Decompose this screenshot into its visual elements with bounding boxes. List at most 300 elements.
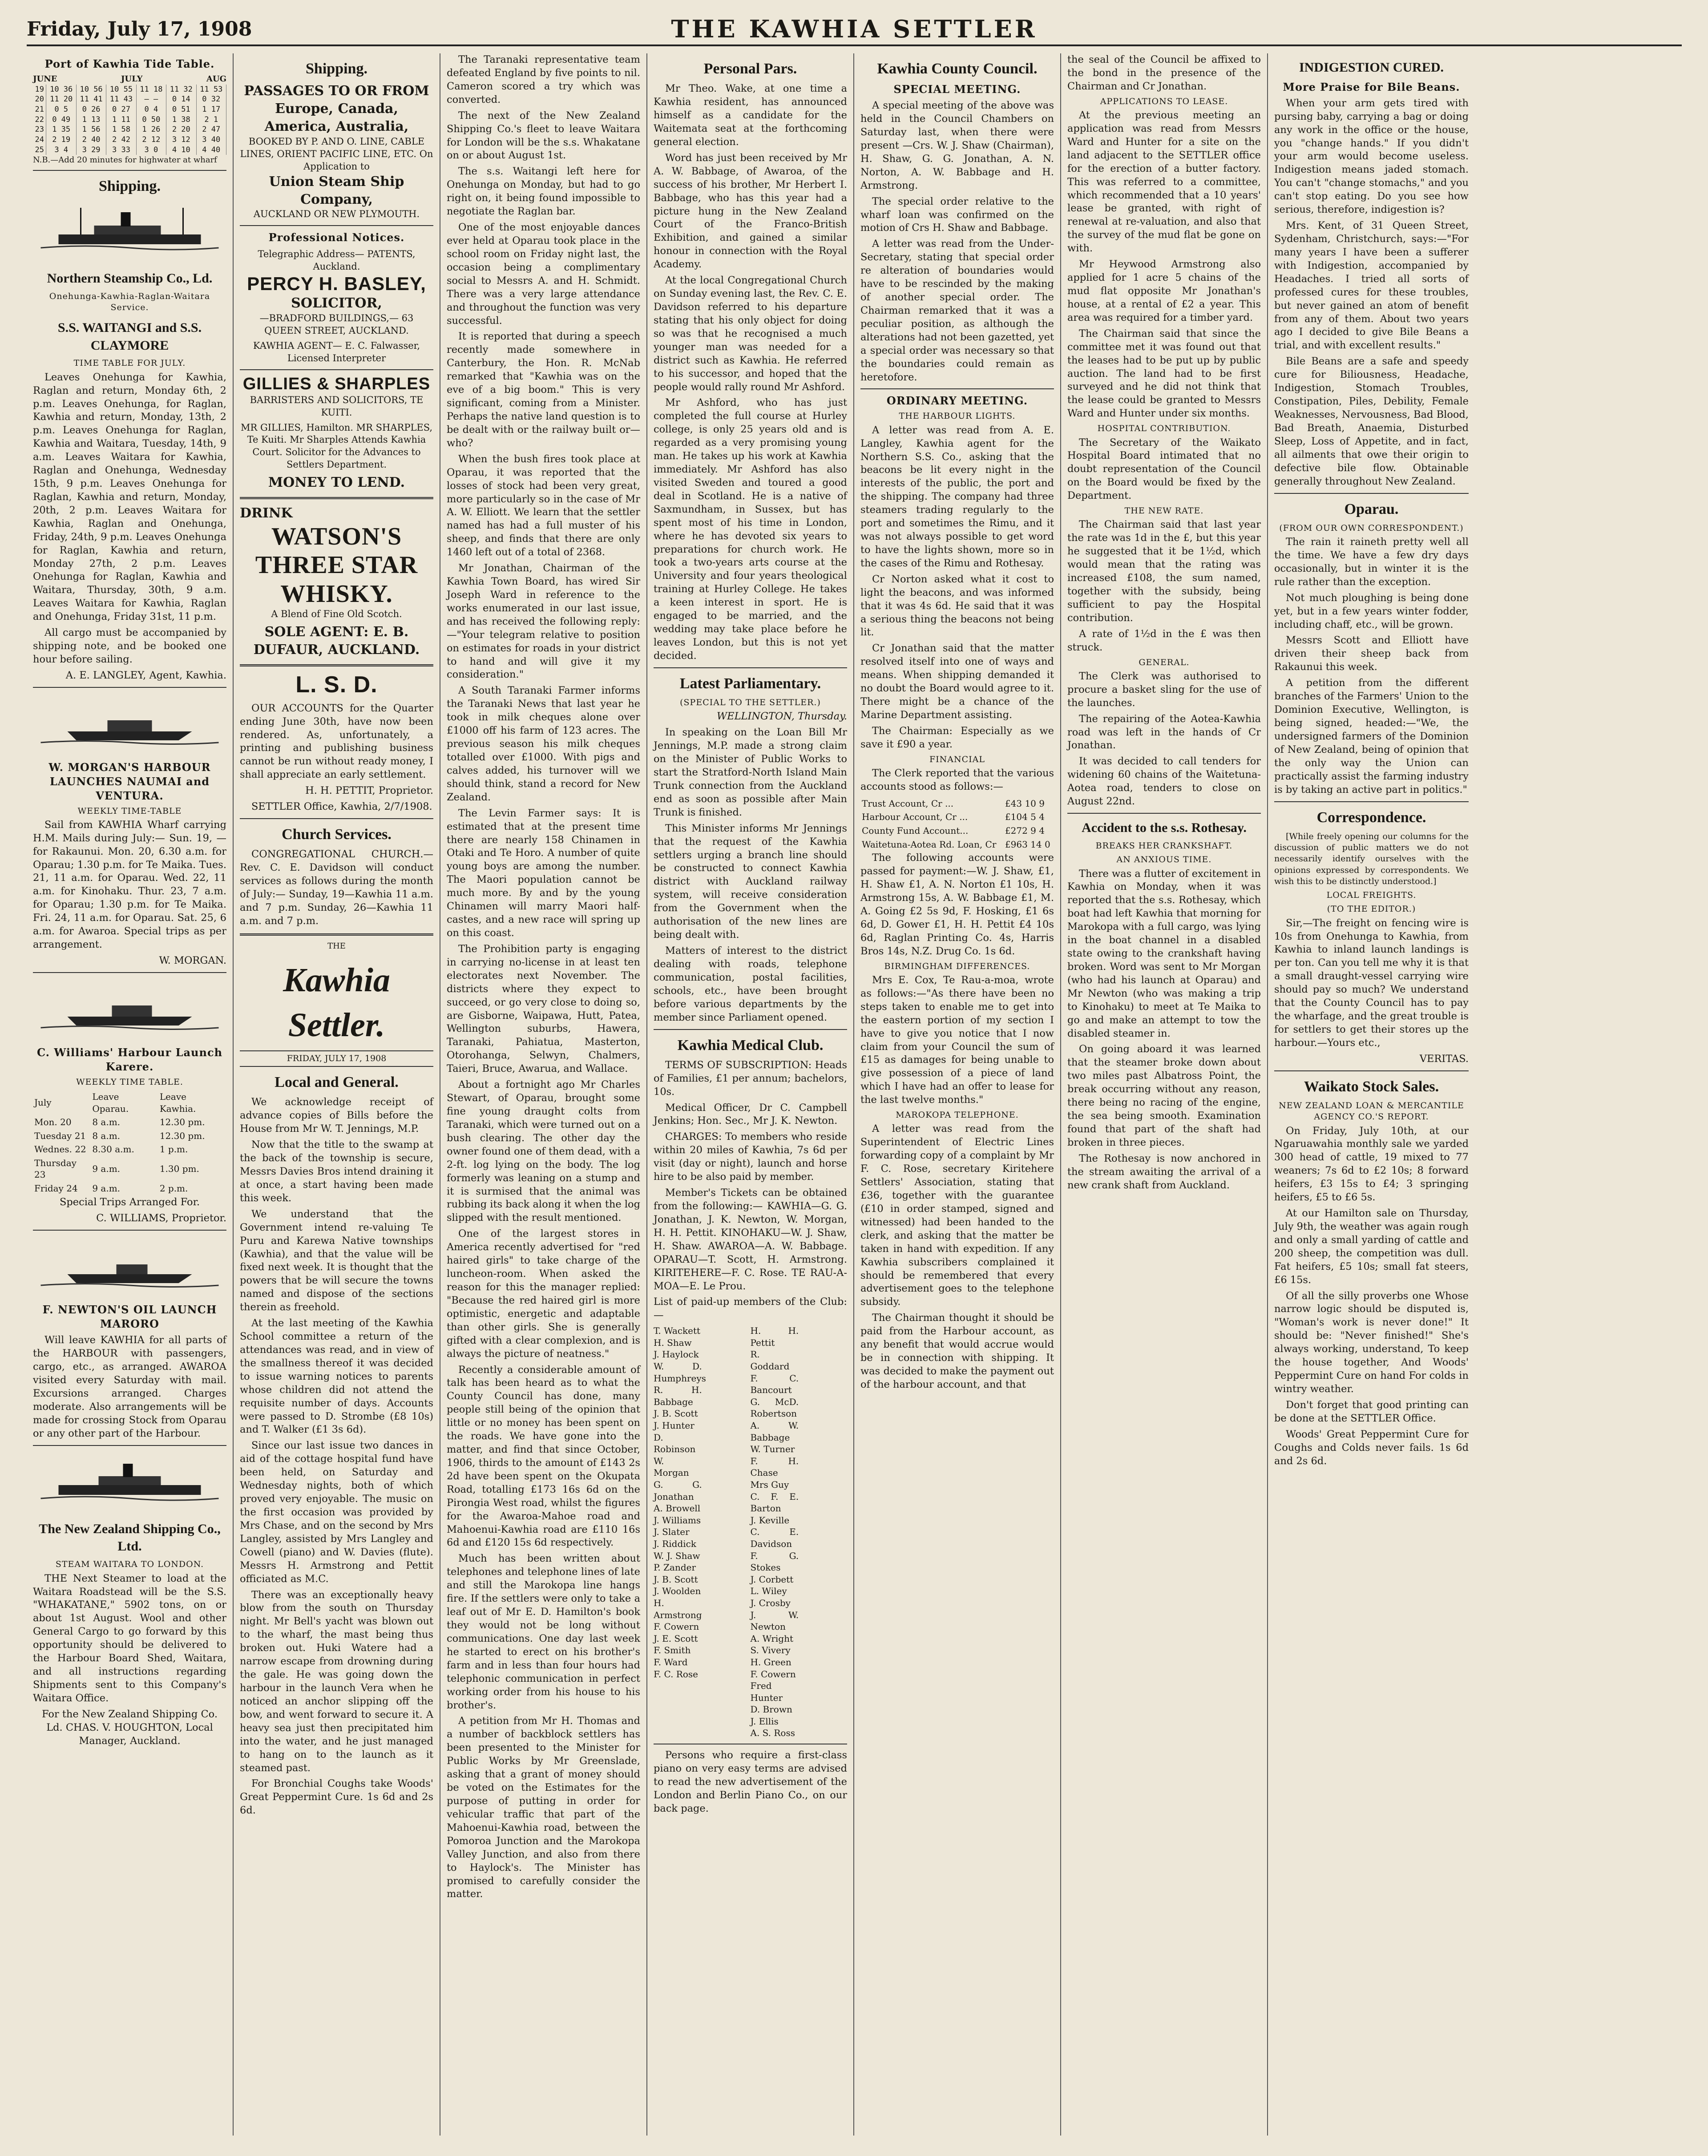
table-cell: Leave Oparau. <box>92 1091 129 1114</box>
church-text: CONGREGATIONAL CHURCH.—Rev. C. E. Davidson will conduct services as follows during the month of July:— Sunday, 19—Kawhia 11 a.m. and 7 p.m. Sunday, 26—Kawhia 11 a.m. and 7 p.m. <box>240 848 433 927</box>
watson-agent: SOLE AGENT: E. B. DUFAUR, AUCKLAND. <box>253 624 420 658</box>
table-cell: 1 p.m. <box>159 1144 188 1155</box>
table-cell: 20 <box>33 94 46 105</box>
council-paragraph: It was decided to call tenders for widening 60 chains of the Waitetuna-Aotea road, tenders to close on August 22nd. <box>1067 755 1261 807</box>
list-item: F. Cowern <box>750 1668 796 1680</box>
list-item: A. Wright <box>750 1633 793 1644</box>
list-item: D. Robinson <box>654 1432 696 1455</box>
oparau-heading: Oparau. <box>1344 501 1399 517</box>
council-paragraph: Mr Heywood Armstrong also applied for 1 acre 5 chains of the mud flat opposite Mr Jonathan's house, at a rental of £2 a year. This area was required for a timber yard. <box>1067 258 1261 323</box>
list-item: F. Smith <box>654 1645 691 1656</box>
table-cell: 1 58 <box>106 125 136 135</box>
ns-ships: S.S. WAITANGI and S.S. CLAYMORE <box>57 320 202 353</box>
list-item: J. Keville <box>750 1514 790 1526</box>
table-cell: 0 50 <box>136 115 166 125</box>
shipping-heading-2: Shipping. <box>306 61 367 77</box>
column-4 <box>647 53 854 2136</box>
list-item: F. H. Chase <box>750 1455 799 1478</box>
list-item: L. Wiley <box>750 1586 787 1597</box>
column-3 <box>440 53 647 2136</box>
launch-icon <box>33 981 226 1034</box>
table-cell: 0 49 <box>46 115 76 125</box>
news-paragraph: Mr Jonathan, Chairman of the Kawhia Town Board, has wired Sir Joseph Ward in reference to the works enumerated in our last issue, and has received the following reply:—"Your telegram relative to position on estimates for roads in your district to hand and will give it my consideration." <box>447 562 640 681</box>
lsd-ad <box>240 672 433 698</box>
tide-row <box>33 115 226 125</box>
council-paragraph: The repairing of the Aotea-Kawhia road was left in the hands of Cr Jonathan. <box>1067 713 1261 751</box>
table-cell: 2 47 <box>196 125 226 135</box>
table-cell: July <box>34 1097 52 1108</box>
table-cell: 0 27 <box>106 105 136 115</box>
tide-months <box>33 74 226 85</box>
table-row <box>34 1090 226 1115</box>
personal-paragraph: Word has just been received by Mr A. W. Babbage, of Awaroa, of the success of his brother, Mr Herbert I. Babbage, who has this year had a picture hung in the New Zealand Court of the Franco-British Exhibition, and gained a similar honour in connection with the Royal Academy. <box>654 152 847 271</box>
bile-beans-text <box>1274 97 1469 489</box>
accident-text <box>1067 868 1261 1192</box>
table-cell: Trust Account, Cr ... <box>862 798 954 809</box>
list-item: F. C. Rose <box>654 1668 698 1680</box>
table-row <box>861 797 1053 810</box>
table-cell: Leave Kawhia. <box>159 1091 196 1114</box>
club-terms: TERMS OF SUBSCRIPTION: Heads of Families, £1 per annum; bachelors, 10s. <box>654 1059 847 1098</box>
club-note: Persons who require a first-class piano on very easy terms are advised to read the new advertisement of the London and Berlin Piano Co., on our back page. <box>654 1749 847 1814</box>
table-cell: 10 56 <box>76 85 106 95</box>
williams-heading: C. Williams' Harbour Launch Karere. <box>36 1046 223 1073</box>
table-row <box>34 1182 226 1195</box>
council-paragraph: A rate of 1½d in the £ was then struck. <box>1067 628 1261 653</box>
lsd-text: OUR ACCOUNTS for the Quarter ending June 30th, have now been rendered. As, unfortunately, a printing and publishing business cannot be run without ready money, I shall appreciate an early settlement. <box>240 702 433 781</box>
table-cell: 9 a.m. <box>92 1183 121 1194</box>
table-cell: 11 32 <box>166 85 196 95</box>
table-cell: 8.30 a.m. <box>92 1144 134 1155</box>
tide-row <box>33 145 226 155</box>
nzs-text: THE Next Steamer to load at the Waitara Roadstead will be the S.S. "WHAKATANE," 5902 tons, on or about 1st August. Wool and other General Cargo to go forward by this opportunity should be delivered to the Harbour Board Shed, Waitara, and all instructions regarding Shipments sent to this Company's Waitara Office. <box>33 1572 226 1704</box>
list-item: J. B. Scott <box>654 1408 698 1419</box>
list-item: J. W. Newton <box>750 1609 799 1632</box>
special-heading: SPECIAL MEETING. <box>893 83 1021 96</box>
table-cell: 1 13 <box>76 115 106 125</box>
parl-sub: (SPECIAL TO THE SETTLER.) <box>680 698 821 708</box>
watson-sub: A Blend of Fine Old Scotch. <box>271 609 402 620</box>
oparau-sub: (FROM OUR OWN CORRESPONDENT.) <box>1279 523 1464 533</box>
council-paragraph: At the previous meeting an application was read from Messrs Ward and Hunter for a site on the land adjacent to the SETTLER office for the erection of a butter factory. This was referred to a committee, which recommended that a 10 years' lease be granted, with right of renewal at re-valuation, and also that the survey of the mud flat be gone on with. <box>1067 109 1261 254</box>
table-cell: 8 a.m. <box>92 1130 121 1141</box>
club-heading: Kawhia Medical Club. <box>677 1037 824 1054</box>
launch-icon <box>33 1239 226 1292</box>
council-paragraph: The Clerk was authorised to procure a basket sling for the use of the launches. <box>1067 670 1261 709</box>
gillies-role: BARRISTERS AND SOLICITORS, TE KUITI. <box>250 394 424 418</box>
accident-paragraph: There was a flutter of excitement in Kawhia on Monday, when it was reported that the s.s. Rothesay, which boat had left Kawhia that morning for Marokopa with a full cargo, was lying in the boat channel in a disabled state owing to the crankshaft having broken. Word was sent to Mr Morgan (who had his launch at Oparau) and Mr Newton (who was making a trip to Kinohaku) to meet at Te Maika to go and make an attempt to tow the disabled steamer in. <box>1067 868 1261 1039</box>
accident-sub-2: AN ANXIOUS TIME. <box>1116 855 1212 865</box>
news-paragraph: One of the most enjoyable dances ever held at Oparau took place in the school room on Friday night last, the occasion being a complimentary social to Messrs A. and H. Schmidt. There was a very large attendance and throughout the function was very successful. <box>447 222 640 327</box>
list-item: F. C. Bancourt <box>750 1373 799 1396</box>
list-item: P. Zander <box>654 1562 696 1573</box>
tide-row <box>33 135 226 145</box>
table-cell: £963 14 0 <box>1005 839 1050 850</box>
correspondence-note: [While freely opening our columns for the discussion of public matters we do not necessarily identify ourselves with the opinions expressed by correspondents. We wish this to be distinctly understood.] <box>1274 831 1469 886</box>
list-item: T. Wackett <box>654 1325 701 1336</box>
list-item: C. F. E. Barton <box>750 1491 799 1514</box>
oparau-paragraph: Not much ploughing is being done yet, but in a few years winter fodder, including chaff, etc., will be grown. <box>1274 592 1469 630</box>
freights-sign: VERITAS. <box>1419 1053 1469 1065</box>
parl-paragraph: Matters of interest to the district dealing with roads, telephone communication, postal facilities, schools, etc., have been brought before various departments by the member since Parliament opened. <box>654 945 847 1023</box>
table-cell: 3 0 <box>136 145 166 155</box>
table-row <box>34 1157 226 1181</box>
table-row <box>861 838 1053 851</box>
table-cell: 11 20 <box>46 94 76 105</box>
newton-heading: F. NEWTON'S OIL LAUNCH MARORO <box>42 1303 217 1331</box>
council-paragraph: A special meeting of the above was held in the Council Chambers on Saturday last, when there were present —Crs. W. J. Shaw (Chairman), H. Shaw, G. G. Jonathan, A. N. Norton, A. W. Babbage and H. Armstrong. <box>860 100 1054 191</box>
lsd-title: L. S. D. <box>295 671 378 698</box>
table-cell: County Fund Account... <box>862 825 969 836</box>
news-paragraph: The Taranaki representative team defeated England by five points to nil. Cameron scored a try which was converted. <box>447 54 640 105</box>
telephone-heading: MAROKOPA TELEPHONE. <box>896 1110 1019 1120</box>
special-text <box>860 99 1054 384</box>
table-cell: £104 5 4 <box>1005 812 1045 823</box>
table-cell: 3 40 <box>196 135 226 145</box>
financial-table <box>860 796 1054 852</box>
drink: DRINK <box>240 505 293 521</box>
ad-paragraph: Bile Beans are a safe and speedy cure for Biliousness, Headache, Indigestion, Stomach Troubles, Constipation, Piles, Debility, Female Weaknesses, Nervousness, Bad Blood, Bad Breath, Anaemia, Disturbed Sleep, Loss of Appetite, and in fact, all ailments that owe their origin to defective bile flow. Obtainable generally throughout New Zealand. <box>1274 355 1469 487</box>
ns-agent: A. E. LANGLEY, Agent, Kawhia. <box>65 669 226 681</box>
basley-ad <box>240 248 433 365</box>
freights-sub: (TO THE EDITOR.) <box>1327 904 1416 914</box>
table-cell: 10 55 <box>106 85 136 95</box>
newton-text: Will leave KAWHIA for all parts of the HARBOUR with passengers, cargo, etc., as arranged. AWAROA visited every Saturday with mail. Excursions arranged. Charges moderate. Also arrangements will be made for crossing Stock from Oparau or any other part of the Harbour. <box>33 1334 226 1439</box>
ordinary-text <box>860 424 1054 751</box>
table-cell: 12.30 pm. <box>159 1117 205 1128</box>
table-cell: 0 51 <box>166 105 196 115</box>
union-ad <box>240 82 433 221</box>
table-cell: 12.30 pm. <box>159 1130 205 1141</box>
table-cell: Harbour Account, Cr ... <box>862 812 968 823</box>
parl-dateline: WELLINGTON, Thursday. <box>717 711 847 723</box>
club-member-list <box>654 1325 847 1739</box>
personal-paragraph: Mr Ashford, who has just completed the full course at Hurley college, is only 25 years old and is regarded as a very promising young man. He takes up his work at Kawhia immediately. Mr Ashford has also visited Sweden and toured a good deal in Scotland. He is a native of Saxmundham, in Sussex, but has spent most of his time in London, where he has devoted six years to preparations for church work. He took a two-years arts course at the University and four years theological training at Hurley College. He takes a keen interest in sport. He is engaged to be married, and the wedding may take place before he leaves London, but this is not yet decided. <box>654 397 847 662</box>
list-item: J. Riddick <box>654 1538 696 1549</box>
table-cell: Thursday 23 <box>34 1157 77 1180</box>
table-cell: 2 p.m. <box>159 1183 188 1194</box>
list-item: F. G. Stokes <box>750 1550 799 1573</box>
list-item: R. H. Babbage <box>654 1385 702 1407</box>
list-item: J. Haylock <box>654 1349 699 1360</box>
table-cell: 1 35 <box>46 125 76 135</box>
local-paragraph: We acknowledge receipt of advance copies of Bills before the House from Mr W. T. Jennings, M.P. <box>240 1096 433 1135</box>
news-paragraph: About a fortnight ago Mr Charles Stewart, of Oparau, brought some fine young draught colts from Taranaki, which were turned out on a bush clearing. The other day the owner found one of them dead, with a 2-ft. log lying on the body. The log formerly was leaning on a stump and it is surmised that the animal was rubbing its back along it when the log slipped with the result mentioned. <box>447 1079 640 1224</box>
table-cell: £272 9 4 <box>1005 825 1045 836</box>
columns <box>27 53 1682 2136</box>
council-paragraph: The Chairman: Especially as we save it £90 a year. <box>860 725 1054 750</box>
table-cell: 2 12 <box>136 135 166 145</box>
table-cell: 4 40 <box>196 145 226 155</box>
table-cell: 2 20 <box>166 125 196 135</box>
column-7 <box>1268 53 1475 2136</box>
list-item: J. Hunter <box>654 1420 695 1431</box>
column-6 <box>1061 53 1268 2136</box>
lease-text <box>1067 109 1261 420</box>
lease-heading: APPLICATIONS TO LEASE. <box>1100 96 1228 106</box>
table-cell: 2 19 <box>46 135 76 145</box>
table-cell: 2 1 <box>196 115 226 125</box>
williams-note: Special Trips Arranged For. <box>59 1196 200 1208</box>
lsd-sign: H. H. PETTIT, Proprietor. <box>305 785 433 797</box>
gillies-ad <box>240 375 433 492</box>
list-item: F. Ward <box>654 1656 688 1667</box>
birmingham-text: Mrs E. Cox, Te Rau-a-moa, wrote as follows:—"As there have been no steps taken to enable me to get into the eastern portion of my section I have to give you notice that I now claim from your Council the sum of £15 as damages for being unable to give possession of a piece of land which I have had an offer to lease for the last twelve months." <box>860 974 1054 1106</box>
news-paragraph: Much has been written about telephones and telephone lines of late and still the Marokopa line hangs fire. If the settlers were only to take a leaf out of Mr E. D. Hamilton's book they would not be long without communications. One day last week he started to erect on his brother's farm and in less than four hours had telephonic communication in perfect working order from his house to his brother's. <box>447 1553 640 1711</box>
table-cell: 0 26 <box>76 105 106 115</box>
oparau-text <box>1274 536 1469 797</box>
table-cell: 2 40 <box>76 135 106 145</box>
parl-paragraph: This Minister informs Mr Jennings that the request of the Kawhia settlers urging a branch line should be constructed to connect Kawhia district with Auckland railway system, will receive consideration from the Government when the authorisation of the new lines are being dealt with. <box>654 822 847 941</box>
accident-sub: BREAKS HER CRANKSHAFT. <box>1095 840 1233 851</box>
union-addr: AUCKLAND OR NEW PLYMOUTH. <box>253 209 420 220</box>
ns-note: All cargo must be accompanied by shipping note, and be booked one hour before sailing. <box>33 627 226 666</box>
stock-text <box>1274 1125 1469 1468</box>
list-item: W. J. Shaw <box>654 1550 700 1561</box>
table-cell: 4 10 <box>166 145 196 155</box>
basley-name: PERCY H. BASLEY, <box>247 273 426 295</box>
table-cell: 19 <box>33 85 46 95</box>
member-list-right <box>751 1325 848 1739</box>
table-cell: 11 41 <box>76 94 106 105</box>
parl-paragraph: In speaking on the Loan Bill Mr Jennings, M.P. made a strong claim on the Minister of Public Works to start the Stratford-North Island Main Trunk connection from the Auckland end as soon as possible after Main Trunk is finished. <box>654 727 847 818</box>
tide-row <box>33 94 226 105</box>
morgan-text: Sail from KAWHIA Wharf carrying H.M. Mails during July:— Sun. 19, — for Rakaunui. Mon. 20, 6.30 a.m. for Oparau; 1.30 p.m. for Te Maika. Tues. 21, 11 a.m. for Oparau. Wed. 22, 11 a.m. for Kinohaku. Thur. 23, 7 a.m. for Oparau; 1.30 p.m. for Te Maika. Fri. 24, 11 a.m. for Oparau. Sat. 25, 6 a.m. for Awaroa. Special trips as per arrangement. <box>33 819 226 951</box>
stock-paragraph: Woods' Great Peppermint Cure for Coughs and Colds never fails. 1s 6d and 2s 6d. <box>1274 1428 1469 1467</box>
list-item: H. H. Pettit <box>750 1325 799 1348</box>
table-cell: 1 26 <box>136 125 166 135</box>
table-cell: 21 <box>33 105 46 115</box>
table-cell: 1 17 <box>196 105 226 115</box>
stock-sub: NEW ZEALAND LOAN & MERCANTILE AGENCY CO.'S REPORT. <box>1279 1100 1464 1122</box>
watson-ad <box>240 505 433 659</box>
news-paragraph: Recently a considerable amount of talk has been heard as to what the County Council has done, many people still being of the opinion that little or no money has been spent on the roads. We have gone into the matter, and find that since October, 1906, thirds to the amount of £143 2s 2d have been spent on the Okupata Road, totalling £173 16s 6d on the Pirongia West road, whilst the figures for the Awaroa-Mahoe road and Mahoenui-Kawhia road are £110 16s 6d and £120 15s 6d respectively. <box>447 1364 640 1549</box>
kawhia-agent: KAWHIA AGENT— E. C. Falwasser, Licensed Interpreter <box>253 340 420 364</box>
indigestion-heading: INDIGESTION CURED. <box>1299 60 1444 75</box>
union-company: Union Steam Ship Company, <box>269 174 404 207</box>
bile-beans-sub: More Praise for Bile Beans. <box>1283 80 1460 93</box>
list-item: A. W. Babbage <box>750 1420 799 1443</box>
news-paragraph: One of the largest stores in America recently advertised for "red haired girls" to take charge of the luncheon-room. When asked the reason for this the manager replied: "Because the red haired girl is more optimistic, energetic and adaptable than other girls. She is generally gifted with a clear complexion, and is always the picture of neatness." <box>447 1228 640 1360</box>
local-heading: Local and General. <box>275 1074 399 1091</box>
table-cell: 22 <box>33 115 46 125</box>
list-item: A. S. Ross <box>750 1728 795 1739</box>
church-heading: Church Services. <box>282 826 392 843</box>
paper-date: FRIDAY, JULY 17, 1908 <box>240 1050 433 1067</box>
ordinary-heading: ORDINARY MEETING. <box>886 394 1028 408</box>
council-paragraph: Cr Norton asked what it cost to light the beacons, and was informed that it was 4s 6d. He said that it was a serious thing the beacons not being lit. <box>860 573 1054 638</box>
club-tickets: Member's Tickets can be obtained from the following:— KAWHIA—G. G. Jonathan, J. K. Newton, W. Morgan, H. H. Pettit. KINOHAKU—W. J. Shaw, H. Shaw. AWAROA—A. W. Babbage. OPARAU—T. Scott, H. Armstrong. KIRITEHERE—F. C. Rose. TE RAU-A-MOA—E. Le Prou. <box>654 1187 847 1292</box>
list-item: J. Ellis <box>750 1716 779 1727</box>
lsd-office: SETTLER Office, Kawhia, 2/7/1908. <box>251 801 432 813</box>
newspaper-title: THE KAWHIA SETTLER <box>671 15 1038 43</box>
club-charges: CHARGES: To members who reside within 20 miles of Kawhia, 7s 6d per visit (day or night), launch and horse hire to be also paid by member. <box>654 1131 847 1183</box>
paper-the: THE <box>327 941 346 951</box>
table-cell: 1 56 <box>76 125 106 135</box>
oparau-paragraph: A petition from the different branches of the Farmers' Union to the Dominion Executive, Wellington, is being signed, headed:—"We, the undersigned farmers of the Dominion of New Zealand, being of opinion that the only way the Union can practically assist the farming industry is by taking an active part in politics." <box>1274 677 1469 795</box>
council-heading: Kawhia County Council. <box>877 61 1038 77</box>
nzs-sub: STEAM WAITARA TO LONDON. <box>55 1559 204 1570</box>
ns-route: Onehunga-Kawhia-Raglan-Waitara Service. <box>49 291 210 313</box>
table-cell: 3 29 <box>76 145 106 155</box>
oparau-paragraph: The rain it raineth pretty well all the time. We have a few dry days occasionally, but in winter it is the rule rather than the exception. <box>1274 536 1469 588</box>
steamship-icon <box>33 1454 226 1507</box>
table-cell: 0 4 <box>136 105 166 115</box>
launch-icon <box>33 696 226 749</box>
news-paragraph: A South Taranaki Farmer informs the Taranaki News that last year he took in milk cheques alone over £1000 off his farm of 123 acres. The previous season his milk cheques totalled over £1000. With pigs and calves added, his turnover will we should think, stand a record for New Zealand. <box>447 685 640 803</box>
table-cell: 1.30 pm. <box>159 1163 199 1175</box>
table-cell: 25 <box>33 145 46 155</box>
telephone-text: A letter was read from the Superintendent of Electric Lines forwarding copy of a complaint by Mr F. C. Rose, secretary Kiritehere Settlers' Association, stating that £36, together with the guarantee (£10 in order stamped, signed and witnessed) had been handed to the clerk, and asking that the matter be taken in hand with expedition. If any Kawhia subscribers complained it should be remembered that every advertisement goes to the telephone subsidy. <box>860 1123 1054 1308</box>
month-aug: AUG <box>206 74 226 84</box>
list-item: J. B. Scott <box>654 1574 698 1585</box>
local-paragraph: Since our last issue two dances in aid of the cottage hospital fund have been held, on Saturday and Wednesday nights, both of which proved very enjoyable. The music on the first occasion was provided by Mrs Chase, and on the second by Mrs Langley, assisted by Mrs Langley and Cowell (piano) and W. Davies (flute). Messrs H. Armstrong and Pettit officiated as M.C. <box>240 1440 433 1585</box>
accident-paragraph: On going aboard it was learned that the steamer broke down about two miles past Albatross Point, the break occurring without any reason, there being no racing of the engine, the sea being smooth. Examination found that part of the shaft had broken in three pieces. <box>1067 1043 1261 1148</box>
list-item: J. E. Scott <box>654 1633 698 1644</box>
table-cell: 0 32 <box>196 94 226 105</box>
ns-text: Leaves Onehunga for Kawhia, Raglan and return, Monday 6th, 2 p.m. Leaves Onehunga, for Raglan, Kawhia and return, Monday, 13th, 2 p.m. Leaves Onehunga for Raglan, Kawhia and Waitara, Tuesday, 14th, 9 a.m. Leaves Waitara for Kawhia, Raglan and Onehunga, Wednesday 15th, 9 p.m. Leaves Onehunga for Raglan, Kawhia and return, Monday, 20th, 2 p.m. Leaves Waitara for Kawhia, Raglan and Onehunga, Friday, 24th, 9 p.m. Leaves Onehunga for Raglan, Kawhia and return, Monday 27th, 2 p.m. Leaves Onehunga for Raglan, Kawhia and Waitara, Thursday, 30th, 9 a.m. Leaves Waitara for Kawhia, Raglan and Onehunga, Friday 31st, 11 p.m. <box>33 371 226 623</box>
council-paragraph: The Chairman said that last year the rate was 1d in the £, but this year he suggested that it be 1½d, which would mean that the rating was increased £108, the sum named, together with the subsidy, being sufficient to pay the Hospital contribution. <box>1067 519 1261 624</box>
parl-text <box>654 726 847 1024</box>
list-item: C. E. Davidson <box>750 1526 799 1549</box>
table-cell: 8 a.m. <box>92 1117 121 1128</box>
month-july: JULY <box>121 74 143 84</box>
stock-paragraph: At our Hamilton sale on Thursday, July 9th, the weather was again rough and only a small yarding of cattle and 200 sheep, the competition was dull. Fat heifers, £5 10s; small fat steers, £6 15s. <box>1274 1207 1469 1286</box>
table-cell: — — <box>136 94 166 105</box>
basley-role: SOLICITOR, <box>291 295 382 311</box>
personal-paragraph: Mr Theo. Wake, at one time a Kawhia resident, has announced himself as a candidate for the Waitemata seat at the forthcoming general election. <box>654 83 847 148</box>
list-item: D. Brown <box>750 1704 792 1715</box>
tide-table <box>33 85 226 155</box>
local-paragraph: For Bronchial Coughs take Woods' Great Peppermint Cure. 1s 6d and 2s 6d. <box>240 1778 433 1817</box>
table-cell: 0 5 <box>46 105 76 115</box>
table-cell: 1 38 <box>166 115 196 125</box>
nzs-sign: For the New Zealand Shipping Co. Ld. CHAS. V. HOUGHTON, Local Manager, Auckland. <box>42 1708 218 1747</box>
general-heading: GENERAL. <box>1139 657 1190 667</box>
list-item: J. Slater <box>654 1526 690 1538</box>
table-cell: 9 a.m. <box>92 1163 121 1175</box>
freights-heading: LOCAL FREIGHTS. <box>1326 890 1417 900</box>
ns-company: Northern Steamship Co., Ld. <box>47 271 213 286</box>
morgan-timetable: WEEKLY TIME-TABLE <box>77 806 182 816</box>
parl-heading: Latest Parliamentary. <box>679 675 821 692</box>
table-row <box>34 1130 226 1143</box>
table-cell: 11 18 <box>136 85 166 95</box>
list-item: J. Crosby <box>750 1597 791 1608</box>
stock-paragraph: Of all the silly proverbs one Whose narrow logic should be disputed is, "Woman's work is never done!" It should be: "Never finished!" She's always working, understand, To keep the house together, And Woods' Peppermint Cure on hand For colds in wintry weather. <box>1274 1290 1469 1395</box>
ns-timetable: TIME TABLE FOR JULY. <box>73 358 186 368</box>
table-cell: 3 4 <box>46 145 76 155</box>
morgan-heading: W. MORGAN'S HARBOUR LAUNCHES NAUMAI and VENTURA. <box>48 760 211 802</box>
table-row <box>34 1143 226 1156</box>
table-cell: 10 36 <box>46 85 76 95</box>
hospital-heading: HOSPITAL CONTRIBUTION. <box>1097 424 1231 434</box>
prof-heading: Professional Notices. <box>268 231 405 244</box>
local-paragraph: Now that the title to the swamp at the back of the township is secure, Messrs Davies Bros intend draining it at once, a start having been made this week. <box>240 1139 433 1204</box>
list-item: W. Turner <box>750 1444 795 1455</box>
tide-row <box>33 85 226 95</box>
hospital-text: The Secretary of the Waikato Hospital Board intimated that no doubt representation of the Council on the Board would be fixed by the Department. <box>1067 436 1261 502</box>
local-paragraph: We understand that the Government intend re-valuing Te Puru and Karewa Native townships (Kawhia), and that the value will be fixed next week. It is thought that the powers that be will secure the towns named and dispose of the sections therein as freehold. <box>240 1208 433 1313</box>
list-item: W. D. Humphreys <box>654 1361 706 1384</box>
list-item: J. Williams <box>654 1514 701 1526</box>
masthead <box>27 13 1682 46</box>
booked: BOOKED BY P. AND O. LINE, CABLE LINES, ORIENT PACIFIC LINE, ETC. On Application to <box>240 136 433 172</box>
list-item: J. Woolden <box>654 1586 701 1597</box>
basley-tel: Telegraphic Address— PATENTS, Auckland. <box>258 249 416 272</box>
tide-note: N.B.—Add 20 minutes for highwater at wharf <box>33 155 217 165</box>
telephone-text-2: The Chairman thought it should be paid from the Harbour account, as any benefit that would accrue would be in connection with shipping. It was decided to make the payment out of the harbour account, and that <box>860 1312 1054 1390</box>
issue-date: Friday, July 17, 1908 <box>27 17 252 40</box>
watson-name: WATSON'S THREE STAR WHISKY. <box>255 522 418 608</box>
stock-heading: Waikato Stock Sales. <box>1304 1078 1439 1095</box>
list-item: R. Goddard <box>750 1349 790 1372</box>
table-cell: 3 33 <box>106 145 136 155</box>
williams-table <box>33 1090 226 1196</box>
council-paragraph: A letter was read from A. E. Langley, Kawhia agent for the Northern S.S. Co., asking that the beacons be lit every night in the interests of the public, the port and the shipping. The company had three steamers trading regularly to the port and sometimes the Rimu, and it was not always possible to get word to have the lights shown, more so in the cases of the Rimu and Rothesay. <box>860 424 1054 569</box>
news-paragraph: The Levin Farmer says: It is estimated that at the present time there are nearly 158 Chinamen in Otaki and Te Horo. A number of quite young boys are among the number. The Maori population cannot be much more. By and by the young Chinamen will marry Maori half-castes, and a new race will spring up on this coast. <box>447 807 640 939</box>
list-item: Mrs Guy <box>750 1479 789 1490</box>
table-row <box>861 824 1053 837</box>
local-paragraph: At the last meeting of the Kawhia School committee a return of the attendances was read, and in view of the smallness thereof it was decided to issue warning notices to parents whose children did not attend the requisite number of days. Accounts were passed to D. Strombe (£8 10s) and T. Walker (£1 3s 6d). <box>240 1317 433 1436</box>
general-text <box>1067 670 1261 808</box>
table-cell: Friday 24 <box>34 1183 78 1194</box>
financial-intro: The Clerk reported that the various accounts stood as follows:— <box>860 767 1054 792</box>
table-cell: Wednes. 22 <box>34 1144 86 1155</box>
accident-paragraph: The Rothesay is now anchored in the stream awaiting the arrival of a new crank shaft from Auckland. <box>1067 1152 1261 1191</box>
month-june: JUNE <box>33 74 57 84</box>
table-cell: £43 10 9 <box>1005 798 1045 809</box>
birmingham-heading: BIRMINGHAM DIFFERENCES. <box>884 961 1030 971</box>
council-paragraph: Cr Jonathan said that the matter resolved itself into one of ways and means. When shipping demanded it no doubt the Board would agree to it. There might be a chance of the Marine Department assisting. <box>860 642 1054 721</box>
news-paragraph: A petition from Mr H. Thomas and a number of backblock settlers has been presented to the Minister for Public Works by Mr Greenslade, asking that a grant of money should be voted on the Estimates for the purpose of putting in order for vehicular traffic that part of the Mahoenui-Kawhia road, between the Pomoroa Junction and the Marokopa Valley Junction, and also from there to Haylock's. The Minister has promised to carefully consider the matter. <box>447 1715 640 1900</box>
freights-text: Sir,—The freight on fencing wire is 10s from Onehunga to Kawhia, from Kawhia to inland launch landings is per ton. Can you tell me why it is that a small draught-vessel carrying wire should pay so much? We understand that the County Council has to pay the wharfage, and the great trouble is for settlers to get their stores up the harbour.—Yours etc., <box>1274 917 1469 1049</box>
news-paragraph: When the bush fires took place at Oparau, it was reported that the losses of stock had been very great, more particularly so in the case of Mr A. W. Elliott. We learn that the settler named has had a full muster of his sheep, and finds that there are only 1460 left out of a total of 2368. <box>447 453 640 558</box>
shipping-heading: Shipping. <box>99 178 161 195</box>
table-cell: Waitetuna-Aotea Rd. Loan, Cr <box>862 839 997 850</box>
basley-addr: —BRADFORD BUILDINGS,— 63 QUEEN STREET, AUCKLAND. <box>259 313 414 336</box>
table-cell: 11 43 <box>106 94 136 105</box>
paper-title: Kawhia Settler. <box>283 961 390 1044</box>
personal-paragraph: At the local Congregational Church on Sunday evening last, the Rev. C. E. Davidson referred to his departure stating that his only object for doing so was that he recognised a much younger man was needed for a district such as Kawhia. He referred to his successor, and hoped that the people would rally round Mr Ashford. <box>654 275 847 393</box>
list-item: J. Corbett <box>750 1574 794 1585</box>
williams-sign: C. WILLIAMS, Proprietor. <box>96 1212 226 1224</box>
stock-paragraph: Don't forget that good printing can be done at the SETTLER Office. <box>1274 1399 1469 1424</box>
gillies-text: MR GILLIES, Hamilton. MR SHARPLES, Te Kuiti. Mr Sharples Attends Kawhia Court. Solicitor for the Advances to Settlers Department. <box>240 422 433 470</box>
club-list-heading: List of paid-up members of the Club:— <box>654 1296 847 1321</box>
list-item: H. Armstrong <box>654 1597 702 1620</box>
accounts-text: The following accounts were passed for payment:—W. J. Shaw, £1, H. Shaw £1, A. N. Norton £1 10s, H. Armstrong 15s, A. W. Babbage £1, M. A. Going £2 5s 9d, F. Hosking, £1 6s 6d, D. Gower £1, H. H. Pettit £4 10s 6d, Raglan Printing Co. 4s, Harris Bros 14s, N.Z. Drug Co. 1s 6d. <box>860 852 1054 957</box>
member-list-left <box>654 1325 751 1739</box>
table-cell: 24 <box>33 135 46 145</box>
council-paragraph: The special order relative to the wharf loan was confirmed on the motion of Crs H. Shaw and Babbage. <box>860 195 1054 234</box>
club-officer: Medical Officer, Dr C. Campbell Jenkins; Hon. Sec., Mr J. K. Newton. <box>654 1102 847 1127</box>
news-paragraph: The s.s. Waitangi left here for Onehunga on Monday, but had to go right on, it being found impossible to negotiate the Raglan bar. <box>447 166 640 218</box>
column-2 <box>234 53 440 2136</box>
harbour-lights-heading: THE HARBOUR LIGHTS. <box>899 411 1016 421</box>
passages: PASSAGES TO OR FROM Europe, Canada, America, Australia, <box>244 83 429 134</box>
list-item: A. Browell <box>654 1503 701 1514</box>
council-paragraph: The Chairman said that since the committee met it was found out that the leases had to be put up by public auction. The land had to be first surveyed and he did not think that the lease could be granted to Messrs Ward and Hunter under six months. <box>1067 327 1261 420</box>
table-cell: Mon. 20 <box>34 1117 72 1128</box>
stock-paragraph: On Friday, July 10th, at our Ngaruawahia monthly sale we yarded 300 head of cattle, 19 mixed to 77 weaners; 7s 6d to £2 10s; 8 forward heifers, £3 15s to £4; 3 springing heifers, £5 to £6 5s. <box>1274 1125 1469 1203</box>
column-3-text <box>447 53 640 1901</box>
tide-row <box>33 105 226 115</box>
list-item: H. Green <box>750 1656 791 1667</box>
ad-paragraph: When your arm gets tired with pursing baby, carrying a bag or doing any work in the office or the house, you "change hands." If you didn't your arm would become useless. Indigestion means jaded stomach. You can't "change stomachs," and you can't stop eating. Do you see how serious, therefore, indigestion is? <box>1274 97 1469 216</box>
oparau-paragraph: Messrs Scott and Elliott have driven their sheep back from Rakaunui this week. <box>1274 634 1469 673</box>
table-cell: 0 14 <box>166 94 196 105</box>
